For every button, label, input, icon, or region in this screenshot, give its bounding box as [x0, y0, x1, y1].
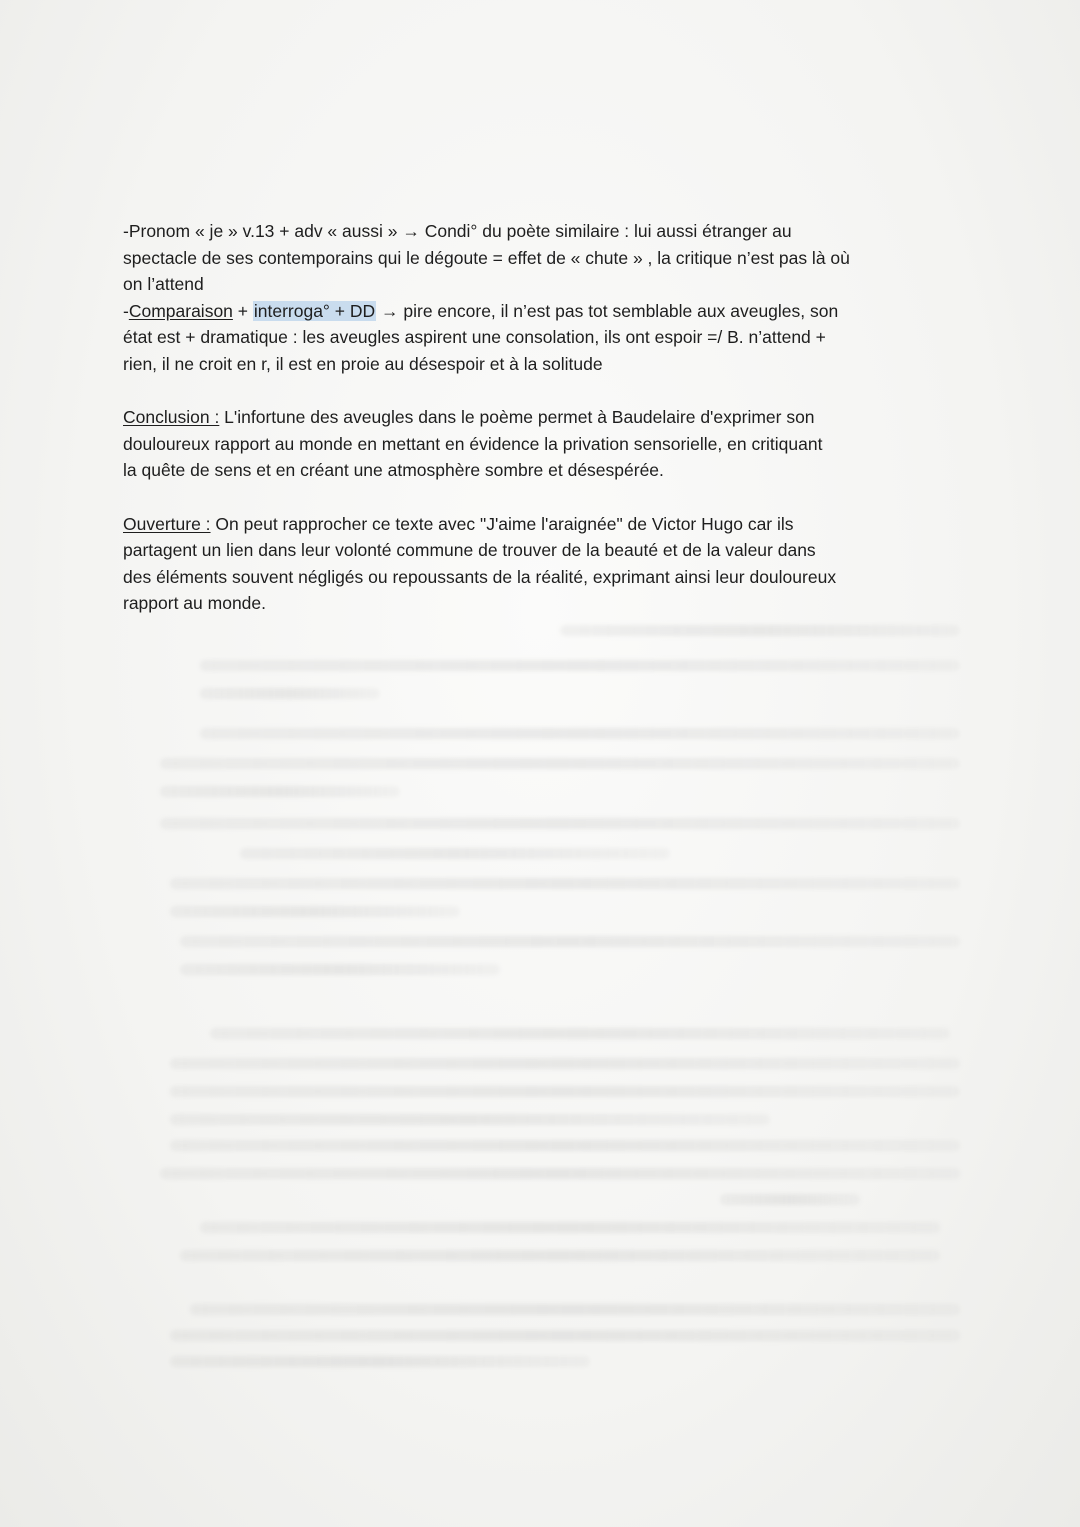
- conclusion-line-3: la quête de sens et en créant une atmosphère sombre et désespérée.: [123, 460, 664, 480]
- comparaison-line-1: [123, 298, 973, 325]
- conclusion-heading: Conclusion :: [123, 407, 220, 427]
- pronom-paragraph: [123, 218, 973, 298]
- highlighted-term: interroga° + DD: [253, 300, 376, 321]
- pronom-line-2: spectacle de ses contemporains qui le dégoute = effet de « chute » , la critique n’est pas là où: [123, 247, 850, 268]
- conclusion-line-1-text: L'infortune des aveugles dans le poème permet à Baudelaire d'exprimer son: [219, 407, 815, 427]
- plus-sign: +: [232, 300, 253, 321]
- ouverture-paragraph: [123, 511, 973, 617]
- ouverture-line-2: partagent un lien dans leur volonté commune de trouver de la beauté et de la valeur dans: [123, 540, 816, 560]
- comparaison-line-3: rien, il ne croit en r, il est en proie au désespoir et à la solitude: [123, 353, 603, 374]
- ouverture-heading: Ouverture :: [123, 513, 211, 534]
- conclusion-line-1: [123, 404, 973, 431]
- ouverture-line-1-text: On peut rapprocher ce texte avec "J'aime l'araignée" de Victor Hugo car ils: [210, 513, 794, 534]
- pronom-line-1: -Pronom « je » v.13 + adv « aussi » → Condi° du poète similaire : lui aussi étranger au: [123, 221, 792, 241]
- notes-content: [123, 218, 973, 617]
- ouverture-line-1: [123, 511, 973, 538]
- comparaison-line-2: état est + dramatique : les aveugles aspirent une consolation, ils ont espoir =/ B. n’attend +: [123, 327, 826, 347]
- ouverture-line-3: des éléments souvent négligés ou repoussants de la réalité, exprimant ainsi leur douloureux: [123, 566, 837, 587]
- pronom-line-3: on l’attend: [123, 274, 204, 294]
- comparaison-line-1-rest: → pire encore, il n’est pas tot semblable aux aveugles, son: [376, 300, 839, 321]
- comparaison-paragraph: [123, 298, 973, 378]
- comparaison-term: Comparaison: [128, 300, 233, 321]
- conclusion-line-2: douloureux rapport au monde en mettant en évidence la privation sensorielle, en critiquant: [123, 433, 823, 454]
- ouverture-line-4: rapport au monde.: [123, 593, 267, 613]
- dash: -: [123, 300, 129, 321]
- conclusion-paragraph: [123, 404, 973, 484]
